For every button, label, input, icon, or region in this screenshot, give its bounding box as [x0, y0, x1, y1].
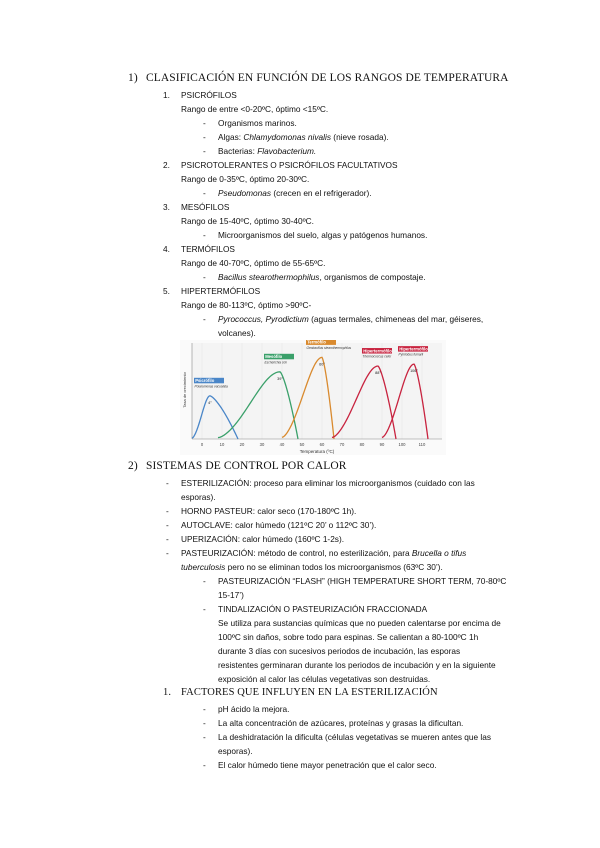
range-termofilos: Rango de 40-70ºC, óptimo de 55-65ºC. — [181, 258, 326, 268]
optimum-label: 106° — [410, 369, 418, 374]
x-tick-label: 20 — [239, 442, 245, 447]
section1-title: CLASIFICACIÓN EN FUNCIÓN DE LOS RANGOS DE TEMPERATURA — [146, 72, 509, 84]
section2-title: SISTEMAS DE CONTROL POR CALOR — [146, 460, 347, 472]
bullet-dash: - — [203, 230, 206, 240]
bullet-dash: - — [203, 314, 206, 324]
optimum-label: 60° — [319, 362, 325, 367]
bullet-text: Pyrococcus, Pyrodictium (aguas termales, chimeneas del mar, géiseres, — [218, 314, 484, 324]
section2-number: 2) — [128, 460, 138, 472]
series-name: Psicrófilo — [195, 378, 215, 384]
tindalizacion-line: 100ºC sin daños, sobre todo para espinas. Se calientan a 80-100ºC 1h — [218, 632, 479, 642]
x-tick-label: 30 — [259, 442, 265, 447]
series-organism: Escherichia coli — [264, 360, 287, 365]
bullet-text: Pseudomonas (crecen en el refrigerador). — [218, 188, 372, 198]
item-hipertermofilos: 5. HIPERTERMÓFILOS — [163, 286, 261, 296]
bullet-dash: - — [203, 272, 206, 282]
series-name: Termófilo — [307, 340, 326, 345]
x-axis-label: Temperatura (ºC) — [299, 449, 335, 454]
range-hipertermofilos: Rango de 80-113ºC, óptimo >90ºC- — [181, 300, 312, 310]
bullet-text: Bacterias: Flavobacterium. — [218, 146, 317, 156]
bullet-dash: - — [203, 132, 206, 142]
section1-heading — [128, 72, 509, 84]
bullet-dash: - — [203, 704, 206, 714]
pasteurizacion-text-cont: tuberculosis pero no se eliminan todos los microorganismos (63ºC 30’). — [181, 562, 443, 572]
bullet-dash: - — [166, 548, 169, 558]
factor-item: pH ácido la mejora. — [218, 704, 290, 714]
flash-text-cont: 15-17’) — [218, 590, 244, 600]
factor-item: La deshidratación la dificulta (células vegetativas se mueren antes que las — [218, 732, 492, 742]
bullet-dash: - — [203, 732, 206, 742]
factors-heading — [163, 687, 438, 698]
bullet-text: Organismos marinos. — [218, 118, 297, 128]
bullet-dash: - — [166, 534, 169, 544]
x-tick-label: 40 — [279, 442, 285, 447]
factor-item: El calor húmedo tiene mayor penetración que el calor seco. — [218, 760, 437, 770]
x-tick-label: 90 — [379, 442, 385, 447]
bullet-dash: - — [203, 118, 206, 128]
bullet-dash: - — [203, 760, 206, 770]
series-organism: Geobacillus stearothermophilus — [306, 345, 352, 350]
esterilizacion-text-cont: esporas). — [181, 492, 216, 502]
series-name: Hipertermófilo — [399, 346, 428, 352]
bullet-dash: - — [166, 520, 169, 530]
range-mesofilos: Rango de 15-40ºC, óptimo 30-40ºC. — [181, 216, 314, 226]
x-tick-label: 0 — [200, 442, 204, 447]
item-psicrofilos: 1. PSICRÓFILOS — [163, 90, 237, 100]
bullet-dash: - — [166, 506, 169, 516]
bullet-dash: - — [203, 718, 206, 728]
x-tick-label: 70 — [339, 442, 345, 447]
temperature-growth-chart — [180, 340, 446, 455]
tindalizacion-line: Se utiliza para sustancias químicas que no pueden calentarse por encima de — [218, 618, 501, 628]
bullet-dash: - — [203, 576, 206, 586]
pasteurizacion-text: PASTEURIZACIÓN: método de control, no esterilización, para Brucella o tifus — [181, 548, 467, 558]
bullet-text: Microorganismos del suelo, algas y patógenos humanos. — [218, 230, 428, 240]
item-mesofilos: 3. MESÓFILOS — [163, 202, 230, 212]
x-tick-label: 80 — [359, 442, 365, 447]
section2-heading — [128, 460, 347, 472]
y-axis-label: Tasa de crecimiento — [182, 372, 187, 408]
autoclave-text: AUTOCLAVE: calor húmedo (121ºC 20’ o 112ºC 30’). — [181, 520, 377, 530]
factor-item: La alta concentración de azúcares, proteínas y grasas la dificultan. — [218, 718, 464, 728]
x-tick-label: 50 — [299, 442, 305, 447]
series-organism: Polaromonas vacuolata — [194, 384, 228, 389]
range-psicrofilos: Rango de entre <0-20ºC, óptimo <15ºC. — [181, 104, 329, 114]
x-tick-label: 10 — [219, 442, 225, 447]
factor-item-cont: esporas). — [218, 746, 253, 756]
bullet-text: Algas: Chlamydomonas nivalis (nieve rosada). — [218, 132, 389, 142]
factors-number: 1. — [163, 687, 172, 698]
bullet-dash: - — [166, 478, 169, 488]
tindalizacion-line: exposición al calor las células vegetativas son destruidas. — [218, 674, 431, 684]
tindalizacion-title: TINDALIZACIÓN O PASTEURIZACIÓN FRACCIONADA — [218, 604, 428, 614]
horno-pasteur-text: HORNO PASTEUR: calor seco (170-180ºC 1h). — [181, 506, 357, 516]
flash-text: PASTEURIZACIÓN “FLASH” (HIGH TEMPERATURE SHORT TERM, 70-80ºC — [218, 576, 507, 586]
bullet-text: Bacillus stearothermophilus, organismos de compostaje. — [218, 272, 426, 282]
item-psicrotolerantes: 2. PSICROTOLERANTES O PSICRÓFILOS FACULTATIVOS — [163, 160, 398, 170]
x-tick-label: 60 — [319, 442, 325, 447]
x-tick-label: 110 — [418, 442, 426, 447]
tindalizacion-line: resistentes germinaran durante los periodos de incubación y en la siguiente — [218, 660, 496, 670]
optimum-label: 4° — [208, 400, 212, 405]
uperizacion-text: UPERIZACIÓN: calor húmedo (160ºC 1-2s). — [181, 534, 345, 544]
optimum-label: 39° — [277, 376, 283, 381]
factors-title: FACTORES QUE INFLUYEN EN LA ESTERILIZACIÓN — [181, 687, 438, 698]
bullet-dash: - — [203, 188, 206, 198]
range-psicrotolerantes: Rango de 0-35ºC, óptimo 20-30ºC. — [181, 174, 310, 184]
item-termofilos: 4. TERMÓFILOS — [163, 244, 235, 254]
series-organism: Pyrolobus fumarii — [398, 352, 424, 357]
section1-number: 1) — [128, 72, 138, 84]
bullet-dash: - — [203, 146, 206, 156]
optimum-label: 88° — [375, 371, 381, 376]
series-name: Hipertermófilo — [363, 348, 392, 354]
plot-area — [192, 343, 442, 439]
bullet-dash: - — [203, 604, 206, 614]
bullet-text-cont: volcanes). — [218, 328, 256, 338]
tindalizacion-line: durante 3 días con sucesivos periodos de incubación, las esporas — [218, 646, 461, 656]
series-organism: Thermococcus celer — [362, 354, 392, 359]
x-tick-label: 100 — [398, 442, 406, 447]
series-name: Mesófilo — [265, 354, 283, 360]
esterilizacion-text: ESTERILIZACIÓN: proceso para eliminar los microorganismos (cuidado con las — [181, 478, 475, 488]
